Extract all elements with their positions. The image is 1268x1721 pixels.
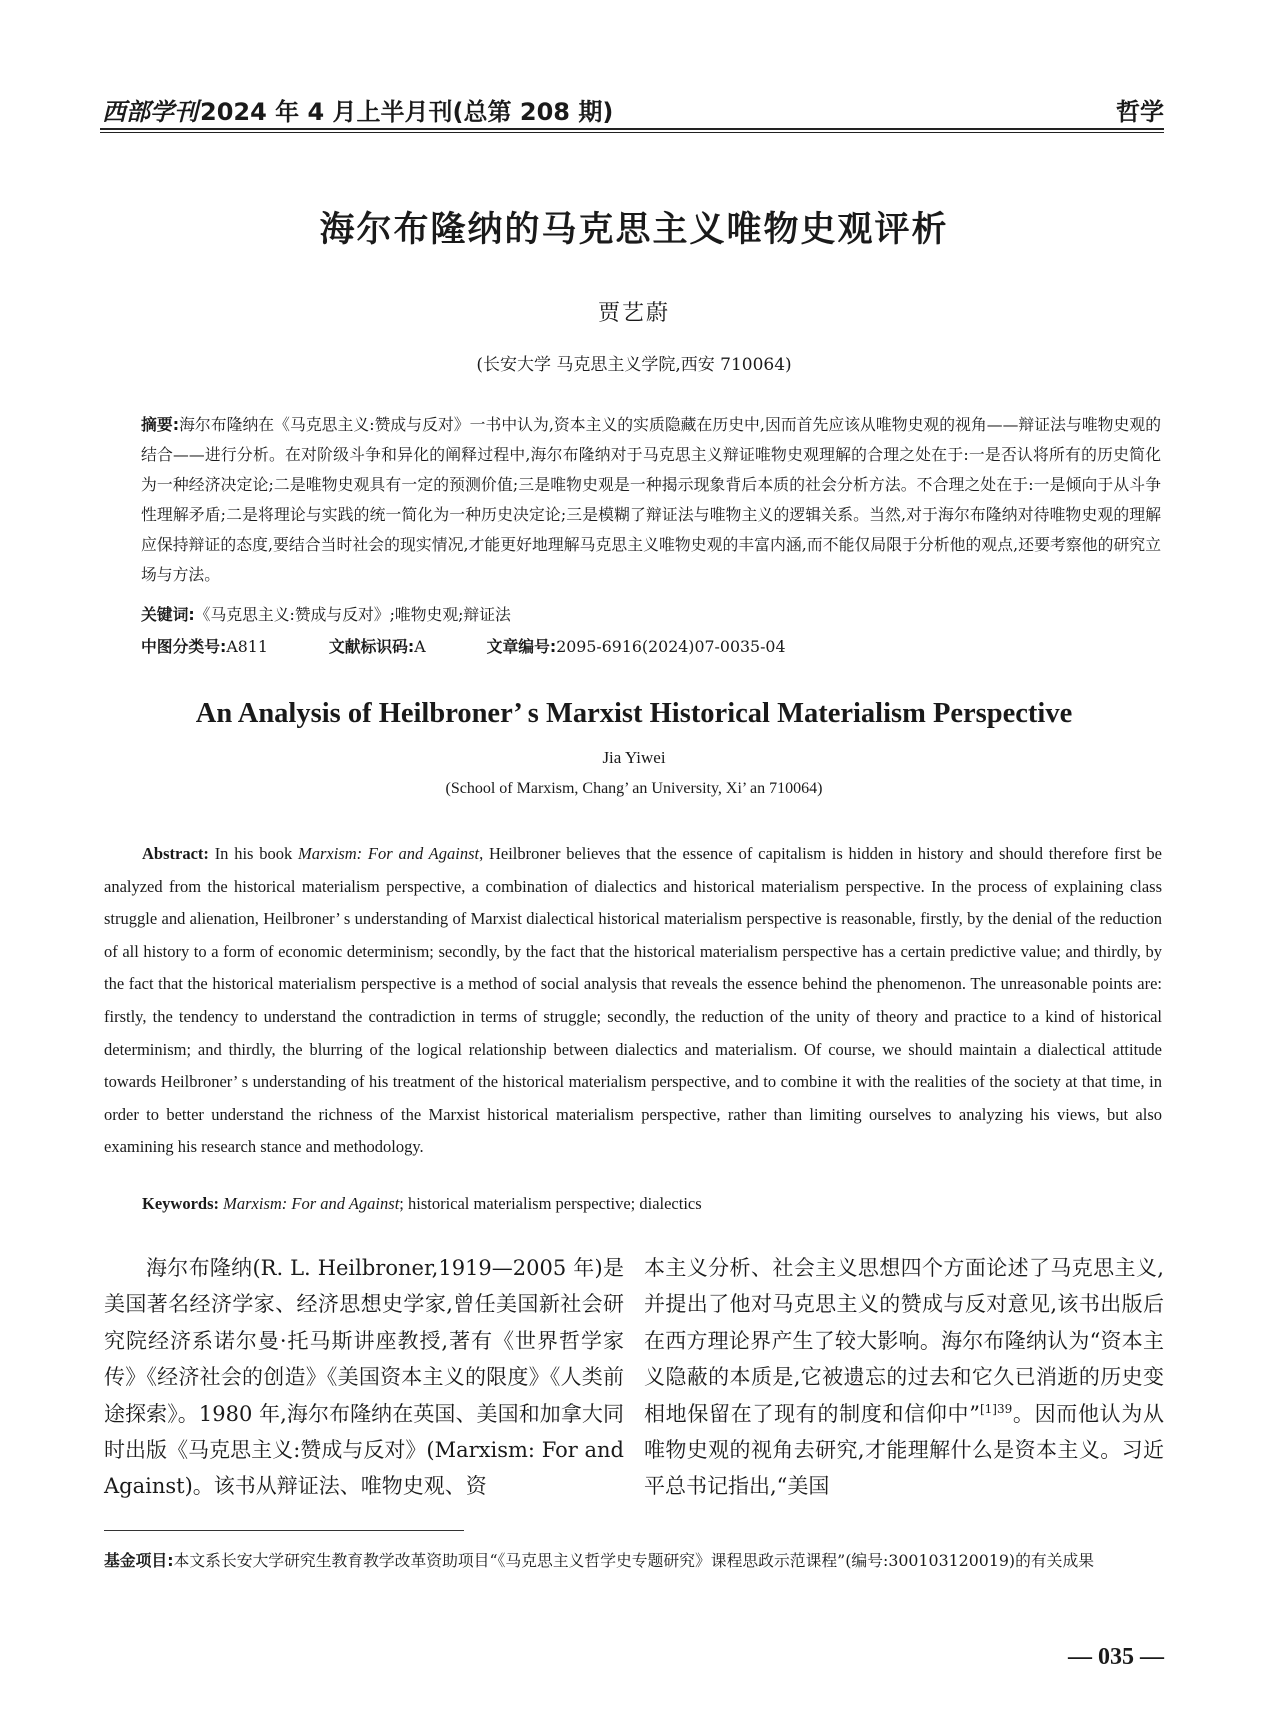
cn-keywords-label: 关键词: (141, 605, 195, 624)
body-left-column: 海尔布隆纳(R. L. Heilbroner,1919—2005 年)是美国著名经济学家、经济思想史学家,曾任美国新社会研究院经济系诺尔曼·托马斯讲座教授,著有《世界哲学家传》《经济社会的创造》《美国资本主义的限度》《人类前途探索》。1980 年,海尔布隆纳在英国、美国和加拿大同时出版《马克思主义:赞成与反对》(Marxism: For and Against)。该书从辩证法、唯物史观、资 (104, 1256, 624, 1499)
footnote-label: 基金项目: (104, 1551, 174, 1570)
en-abstract-label: Abstract: (142, 844, 209, 863)
header-rule (100, 128, 1164, 130)
en-abstract-book: Marxism: For and Against (298, 844, 480, 863)
cn-author: 贾艺蔚 (597, 301, 670, 326)
page-number: — 035 — (1068, 1644, 1164, 1670)
journal-logo: 西部学刊 (102, 97, 198, 126)
journal-header (102, 92, 613, 127)
cn-keywords (141, 600, 1161, 630)
en-abstract-pre: In his book (214, 844, 298, 863)
en-title: An Analysis of Heilbroner’ s Marxist Historical Materialism Perspective (195, 698, 1073, 729)
article-no-value: 2095-6916(2024)07-0035-04 (556, 637, 786, 656)
en-abstract-text: , Heilbroner believes that the essence of capitalism is hidden in history and should therefore first be analyzed from the historical materialism perspective, a combination of dialectics and historical materialism perspective. In the process of explaining class struggle and alienation, Heilbroner’ s understanding of Marxist dialectical historical materialism perspective is reasonable, firstly, by the denial of the reduction of all history to a form of economic determinism; secondly, by the fact that the historical materialism perspective has a certain predictive value; and thirdly, by the fact that the historical materialism perspective is a method of social analysis that reveals the essence behind the phenomenon. The unreasonable points are: firstly, the tendency to understand the contradiction in terms of struggle; secondly, the reduction of the unity of theory and practice to a kind of historical determinism; and thirdly, the blurring of the logical relationship between dialectics and materialism. Of course, we should maintain a dialectical attitude towards Heilbroner’ s understanding of his treatment of the historical materialism perspective, and to combine it with the realities of the society at that time, in order to better understand the richness of the Marxist historical materialism perspective, rather than limiting ourselves to analyzing his views, but also examining his research stance and methodology. (104, 844, 1163, 1157)
doc-code-label: 文献标识码: (328, 637, 415, 656)
en-abstract (104, 838, 1162, 1164)
cn-abstract-label: 摘要: (141, 415, 180, 434)
en-keywords-book: Marxism: For and Against (223, 1194, 400, 1213)
en-author: Jia Yiwei (602, 748, 666, 767)
body-right-column (644, 1250, 1164, 1505)
footnote (104, 1546, 1164, 1576)
header-rule-thin (100, 132, 1164, 133)
cn-title: 海尔布隆纳的马克思主义唯物史观评析 (319, 210, 949, 250)
en-keywords-label: Keywords: (142, 1194, 219, 1213)
clc-label: 中图分类号: (141, 637, 227, 656)
body-right-text-a: 本主义分析、社会主义思想四个方面论述了马克思主义,并提出了他对马克思主义的赞成与反对意见,该书出版后在西方理论界产生了较大影响。海尔布隆纳认为“资本主义隐蔽的本质是,它被遗忘的过去和它久已消逝的历史变相地保留在了现有的制度和信仰中” (644, 1256, 1164, 1426)
cn-keywords-text: 《马克思主义:赞成与反对》;唯物史观;辩证法 (194, 605, 511, 624)
cn-abstract (141, 410, 1161, 590)
en-keywords (142, 1188, 702, 1220)
footnote-text: 本文系长安大学研究生教育教学改革资助项目“《马克思主义哲学史专题研究》课程思政示范课程”(编号:300103120019)的有关成果 (173, 1551, 1095, 1570)
citation: [1]39 (979, 1401, 1013, 1416)
classification-line (141, 632, 786, 662)
en-keywords-text: ; historical materialism perspective; dialectics (399, 1194, 702, 1213)
en-affiliation: (School of Marxism, Chang’ an University, Xi’ an 710064) (445, 780, 823, 797)
article-no-label: 文章编号: (486, 637, 557, 656)
cn-affiliation: (长安大学 马克思主义学院,西安 710064) (476, 355, 792, 375)
doc-code-value: A (414, 637, 426, 656)
cn-abstract-text: 海尔布隆纳在《马克思主义:赞成与反对》一书中认为,资本主义的实质隐藏在历史中,因而首先应该从唯物史观的视角——辩证法与唯物史观的结合——进行分析。在对阶级斗争和异化的阐释过程中,海尔布隆纳对于马克思主义辩证唯物史观理解的合理之处在于:一是否认将所有的历史简化为一种经济决定论;二是唯物史观具有一定的预测价值;三是唯物史观是一种揭示现象背后本质的社会分析方法。不合理之处在于:一是倾向于从斗争性理解矛盾;二是将理论与实践的统一简化为一种历史决定论;三是模糊了辩证法与唯物主义的逻辑关系。当然,对于海尔布隆纳对待唯物史观的理解应保持辩证的态度,要结合当时社会的现实情况,才能更好地理解马克思主义唯物史观的丰富内涵,而不能仅局限于分析他的观点,还要考察他的研究立场与方法。 (141, 415, 1161, 584)
issue-info: 2024 年 4 月上半月刊(总第 208 期) (200, 98, 614, 126)
section-label: 哲学 (1116, 98, 1164, 126)
body-right-text-b: 。因而他认为从唯物史观的视角去研究,才能理解什么是资本主义。习近平总书记指出,“美国 (644, 1401, 1164, 1499)
clc-value: A811 (226, 637, 268, 656)
footnote-rule (104, 1530, 464, 1531)
